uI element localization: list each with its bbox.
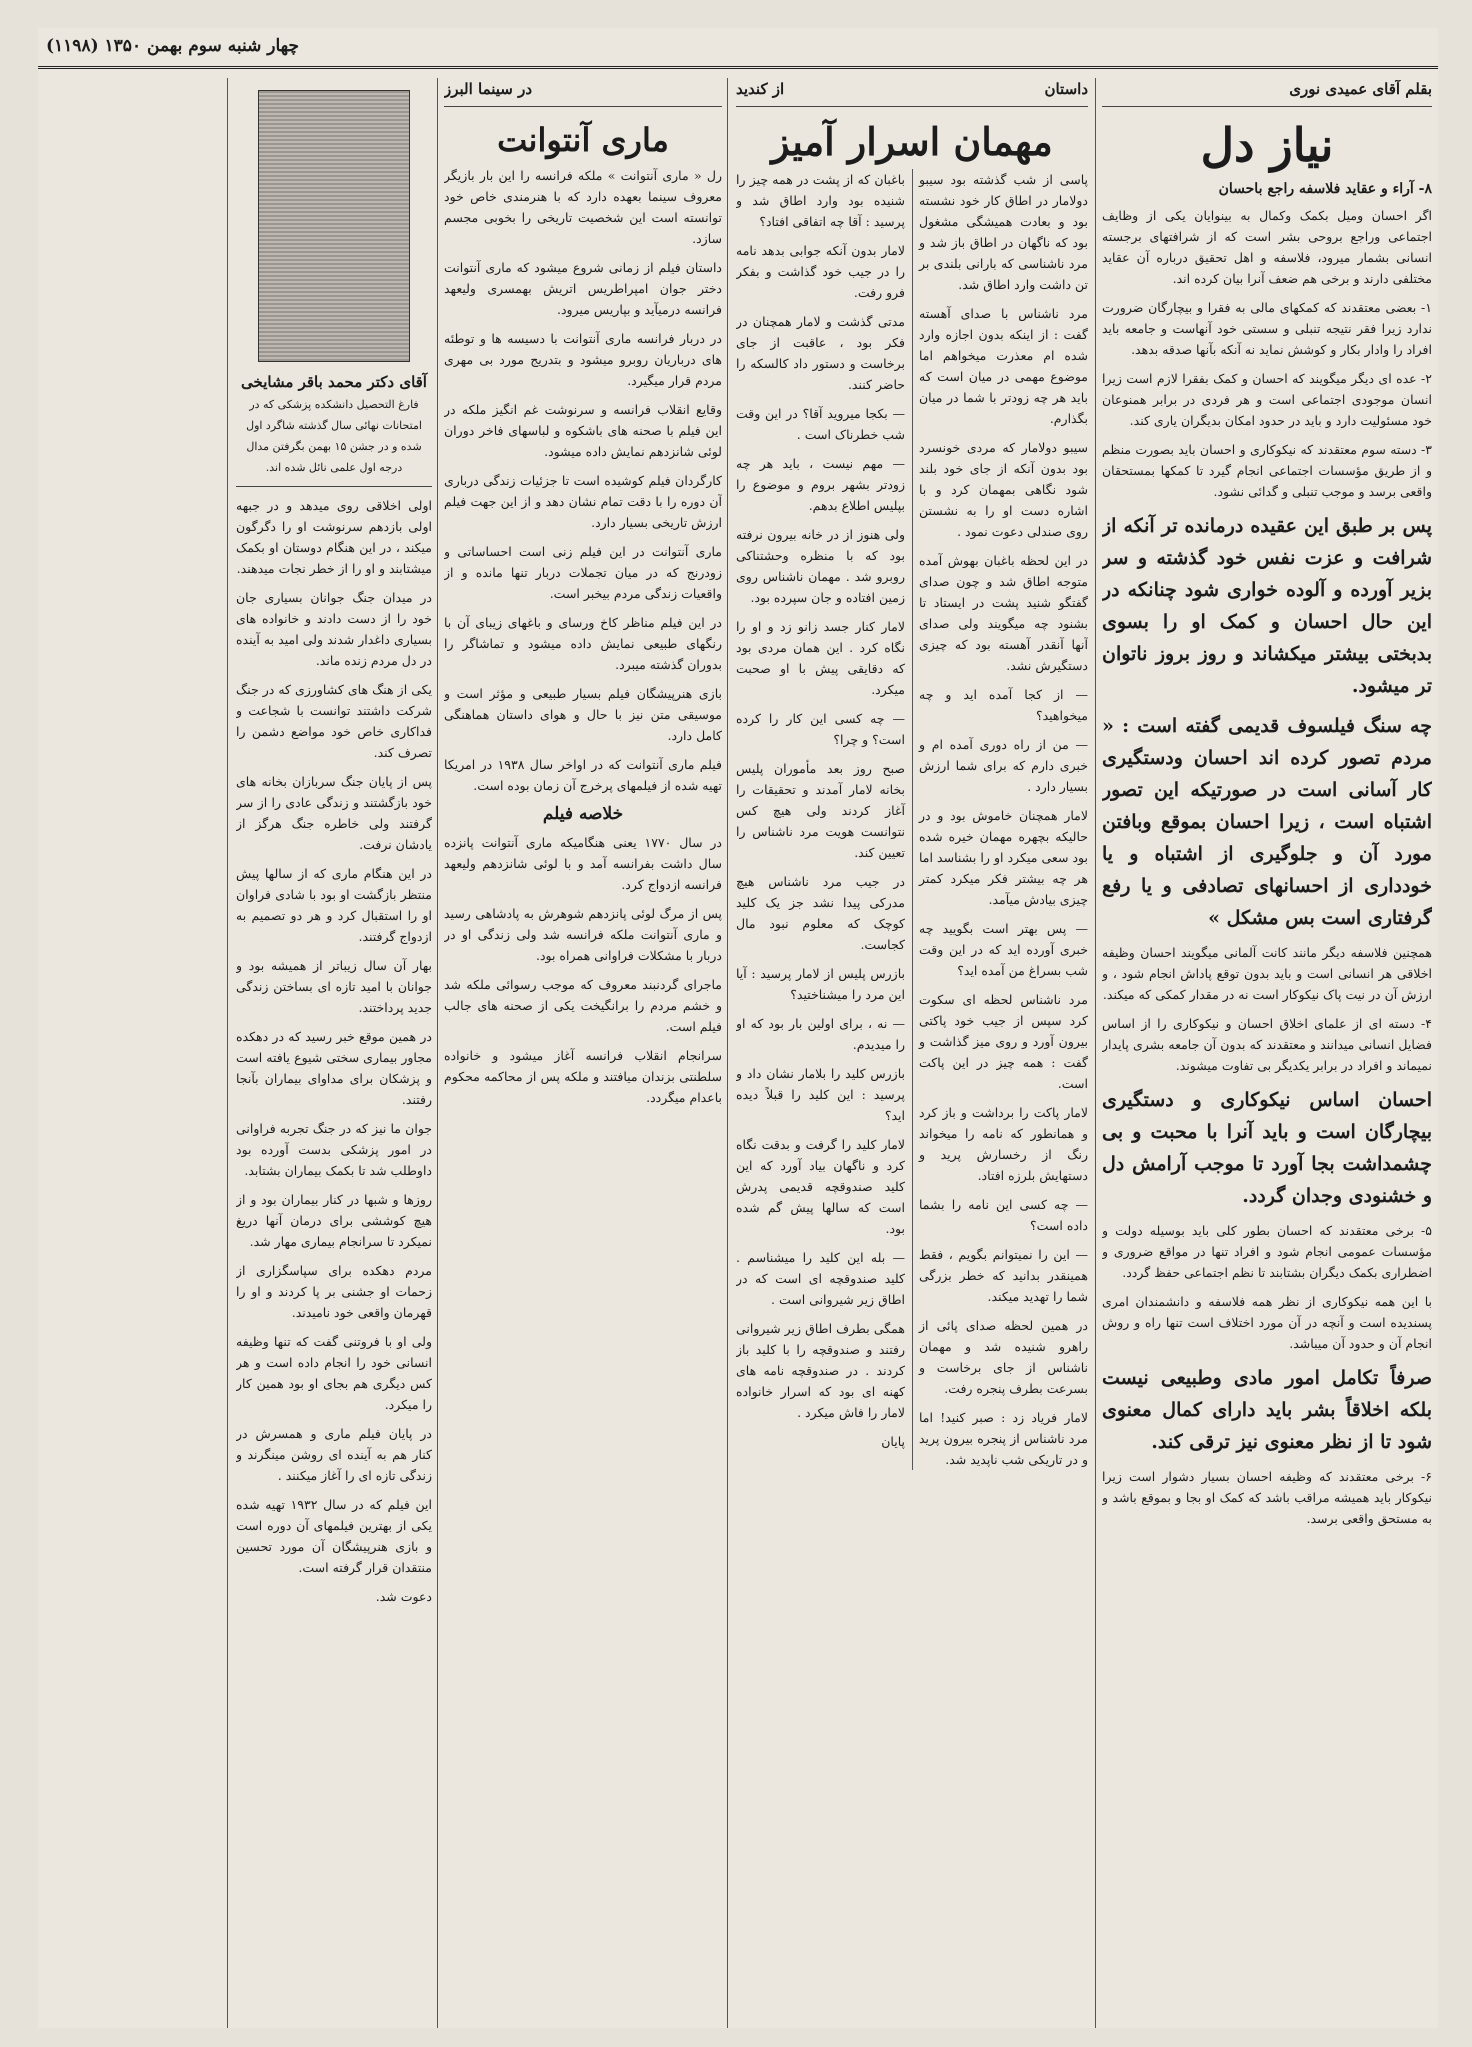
masthead-bar [38,28,1438,69]
paragraph: ولی هنوز از در خانه بیرون نرفته بود که با منظره وحشتناکی روبرو شد . مهمان ناشناس روی زمین افتاده و جان سپرده بود. [736,527,905,605]
paragraph: پس از پایان جنگ سربازان بخانه های خود بازگشتند و زندگی عادی را از سر گرفتند ولی خاطره جنگ هرگز از یادشان نرفت. [236,774,432,852]
paragraph: در میدان جنگ جوانان بسیاری جان خود را از دست دادند و خانواده های بسیاری داغدار شدند ولی امید به آینده در دل مردم زنده ماند. [236,590,432,668]
photo-caption [236,372,432,478]
column-divider [727,78,728,2028]
paragraph: دعوت شد. [375,1589,432,1604]
paragraph: لامار کنار جسد زانو زد و او را نگاه کرد . این همان مردی بود که دقایقی پیش با او صحبت میکرد. [736,619,905,697]
paragraph: اگر احسان ومیل بکمک وکمال به بینوایان یکی از وظایف اجتماعی وراجع بروحی بشر است که از شرافتهای برجسته انسانی بشمار میرود، فلاسفه و اهل تحقیق درباره آن عقاید مختلفی دارند و برخی هم ضعف آنرا بیان کرده اند. [1102,208,1432,286]
paragraph: بازرس پلیس از لامار پرسید : آیا این مرد را میشناختید؟ [736,966,905,1002]
article-marie-antoinette [444,80,722,2025]
article-author: بقلم آقای عمیدی نوری [1289,80,1432,98]
paragraph: ۳- دسته سوم معتقدند که نیکوکاری و احسان باید بصورت منظم و از طریق مؤسسات اجتماعی انجام گیرد تا کمکها بمستحقان واقعی برسد و موجب تنبلی و گدائی نشود. [1102,442,1432,499]
paragraph: بازرس کلید را بلامار نشان داد و پرسید : این کلید را قبلاً دیده اید؟ [736,1066,905,1123]
paragraph: باغبان که از پشت در همه چیز را شنیده بود وارد اطاق شد و پرسید : آقا چه اتفاقی افتاد؟ [736,172,905,229]
paragraph: ماجرای گردنبند معروف که موجب رسوائی ملکه شد و خشم مردم را برانگیخت یکی از صحنه های جالب فیلم است. [444,977,722,1034]
paragraph: این فیلم که در سال ۱۹۳۲ تهیه شده یکی از بهترین فیلمهای آن دوره است و بازی هنرپیشگان آن مورد تحسین منتقدان قرار گرفته است. [236,1497,432,1575]
paragraph: در همین موقع خبر رسید که در دهکده مجاور بیماری سختی شیوع یافته است و پزشکان برای مداوای بیماران بآنجا رفتند. [236,1029,432,1107]
paragraph: بهار آن سال زیباتر از همیشه بود و جوانان با امید تازه ای بساختن زندگی جدید پرداختند. [236,958,432,1015]
source-label: از کندید [736,80,785,98]
column-divider [227,78,228,2028]
paragraph: در این هنگام ماری که از سالها پیش منتظر بازگشت او بود با شادی فراوان او را استقبال کرد و هر دو تصمیم به ازدواج گرفتند. [236,866,432,944]
article-subtitle: ۸- آراء و عقاید فلاسفه راجع باحسان [1218,181,1432,197]
paragraph: — این را نمیتوانم بگویم ، فقط همینقدر بدانید که خطر بزرگی شما را تهدید میکند. [919,1247,1088,1304]
paragraph: کارگردان فیلم کوشیده است تا جزئیات زندگی درباری آن دوره را با دقت تمام نشان دهد و از این جهت فیلم ارزش تاریخی بسیار دارد. [444,473,722,530]
paragraph: ۲- عده ای دیگر میگویند که احسان و کمک بفقرا لازم است زیرا انسان موجودی اجتماعی است و هر فردی در برابر همنوعان خود مسئولیت دارد و باید در حدود امکان بدیگران یاری کند. [1102,371,1432,428]
paragraph: مرد ناشناس لحظه ای سکوت کرد سپس از جیب خود پاکتی بیرون آورد و روی میز گذاشت و گفت : همه چیز در این پاکت است. [919,992,1088,1091]
paragraph: مدتی گذشت و لامار همچنان در فکر بود ، عاقبت از جای برخاست و دستور داد کالسکه را حاضر کنند. [736,314,905,392]
issue-date: چهار شنبه سوم بهمن ۱۳۵۰ (۱۱۹۸) [46,36,299,56]
paragraph: مرد ناشناس با صدای آهسته گفت : از اینکه بدون اجازه وارد شده ام معذرت میخواهم اما موضوع مهمی در میان است که باید هر چه زودتر با شما در میان بگذارم. [919,306,1088,426]
paragraph: — چه کسی این کار را کرده است؟ و چرا؟ [736,711,905,747]
paragraph: لامار پاکت را برداشت و باز کرد و همانطور که نامه را میخواند رنگ از رخسارش پرید و دستهایش بلرزه افتاد. [919,1105,1088,1183]
paragraph: لامار فریاد زد : صبر کنید! اما مرد ناشناس از پنجره بیرون پرید و در تاریکی شب ناپدید شد. [919,1410,1088,1467]
photo-column [236,80,432,2025]
paragraph: در جیب مرد ناشناس هیچ مدرکی پیدا نشد جز یک کلید کوچک که معلوم نبود مال کجاست. [736,874,905,952]
paragraph: در همین لحظه صدای پائی از راهرو شنیده شد و مهمان ناشناس از جای برخاست و بسرعت بطرف پنجره رفت. [919,1318,1088,1396]
paragraph: وقایع انقلاب فرانسه و سرنوشت غم انگیز ملکه در این فیلم با صحنه های باشکوه و لباسهای فاخر دوران لوئی شانزدهم نمایش داده میشود. [444,402,722,459]
paragraph: ماری آنتوانت در این فیلم زنی است احساساتی و زودرنج که در میان تجملات دربار تنها مانده و از واقعیات زندگی مردم بیخبر است. [444,544,722,601]
paragraph: در این فیلم مناظر کاخ ورسای و باغهای زیبای آن با رنگهای طبیعی نمایش داده میشود و تماشاگر را بدوران گذشته میبرد. [444,615,722,672]
paragraph: لامار همچنان خاموش بود و در حالیکه بچهره مهمان خیره شده بود سعی میکرد او را بشناسد اما هر چه بیشتر فکر میکرد کمتر چیزی بیادش میآمد. [919,808,1088,907]
paragraph: در پایان فیلم ماری و همسرش در کنار هم به آینده ای روشن مینگرند و زندگی تازه ای را آغاز میکنند . [236,1426,432,1483]
article-niaz-del [1102,80,1432,2025]
bold-quote: صرفاً تکامل امور مادی وطبیعی نیست بلکه اخلاقاً بشر باید دارای کمال معنوی شود تا از نظر معنوی نیز ترقی کند. [1102,1367,1432,1453]
paragraph: پس از مرگ لوئی پانزدهم شوهرش به پادشاهی رسید و ماری آنتوانت ملکه فرانسه شد ولی زندگی او در دربار با مشکلات فراوانی همراه بود. [444,906,722,963]
paragraph: — من از راه دوری آمده ام و خبری دارم که برای شما ارزش بسیار دارد . [919,737,1088,794]
paragraph: لامار بدون آنکه جوابی بدهد نامه را در جیب خود گذاشت و بفکر فرو رفت. [736,243,905,300]
article-title: مهمان اسرار آمیز [771,119,1053,164]
column-divider [1095,78,1096,2028]
paragraph: — مهم نیست ، باید هر چه زودتر بشهر بروم و موضوع را بپلیس اطلاع بدهم. [736,456,905,513]
paragraph: در دربار فرانسه ماری آنتوانت با دسیسه ها و توطئه های درباریان روبرو میشود و بتدریج مورد بی مهری مردم قرار میگیرد. [444,331,722,388]
paragraph: ۶- برخی معتقدند که وظیفه احسان بسیار دشوار است زیرا نیکوکار باید همیشه مراقب باشد که کمک او بجا و بموقع باشد و به مستحق واقعی برسد. [1102,1469,1432,1526]
film-summary-heading: خلاصه فیلم [542,804,624,824]
paragraph: در سال ۱۷۷۰ یعنی هنگامیکه ماری آنتوانت پانزده سال داشت بفرانسه آمد و با لوئی شانزدهم ولیعهد فرانسه ازدواج کرد. [444,835,722,892]
paragraph: ۱- بعضی معتقدند که کمکهای مالی به فقرا و بیچارگان ضرورت ندارد زیرا فقر نتیجه تنبلی و سستی خود آنهاست و جامعه باید افراد را وادار بکار و کوشش نماید نه آنکه بآنها صدقه بدهد. [1102,300,1432,357]
paragraph: روزها و شبها در کنار بیماران بود و از هیچ کوششی برای درمان آنها دریغ نمیکرد تا سرانجام بیماری مهار شد. [236,1192,432,1249]
paragraph: یکی از هنگ های کشاورزی که در جنگ شرکت داشتند توانست با شجاعت و فداکاری خاص خود مواضع دشمن را تصرف کند. [236,682,432,760]
paragraph: سیبو دولامار که مردی خونسرد بود بدون آنکه از جای خود بلند شود نگاهی بمهمان کرد و با اشاره دست او را به نشستن روی صندلی دعوت نمود . [919,440,1088,539]
story-body [736,169,1088,1470]
paragraph: ۵- برخی معتقدند که احسان بطور کلی باید بوسیله دولت و مؤسسات عمومی انجام شود و افراد تنها در مواقع ضروری و اضطراری بکمک دیگران بشتابند تا نظم اجتماعی حفظ گردد. [1102,1223,1432,1280]
paragraph: جوان ما نیز که در جنگ تجربه فراوانی در امور پزشکی بدست آورده بود داوطلب شد تا بکمک بیماران بشتابد. [236,1121,432,1178]
paragraph: همگی بطرف اطاق زیر شیروانی رفتند و صندوقچه را با کلید باز کردند . در صندوقچه نامه های کهنه ای بود که اسرار خانواده لامار را فاش میکرد . [736,1321,905,1420]
paragraph: — نه ، برای اولین بار بود که او را میدیدم. [736,1016,905,1052]
photo-caption-text: فارغ التحصیل دانشکده پزشکی که در امتحانات نهائی سال گذشته شاگرد اول شده و در جشن ۱۵ بهمن بگرفتن مدال درجه اول علمی نائل شده اند. [246,398,422,474]
portrait-photo [258,90,410,362]
paragraph: لامار کلید را گرفت و بدقت نگاه کرد و ناگهان بیاد آورد که این کلید صندوقچه قدیمی پدرش است که سالها پیش گم شده بود. [736,1137,905,1236]
philosopher-quote: چه سنگ فیلسوف قدیمی گفته است : « مردم تصور کرده اند احسان ودستگیری کار آسانی است در صورتیکه این تصور اشتباه است ، زیرا احسان بموقع وبافتن مورد آن و جلوگیری از اشتباه و یا خودداری از احسانهای تصادفی و یا رفع گرفتاری است بس مشکل » [1102,715,1432,929]
paragraph: فیلم ماری آنتوانت که در اواخر سال ۱۹۳۸ در امریکا تهیه شده از فیلمهای پرخرج آن زمان بوده است. [444,757,722,793]
section-label-story: داستان [1044,80,1088,98]
paragraph: — چه کسی این نامه را بشما داده است؟ [919,1197,1088,1233]
paragraph: همچنین فلاسفه دیگر مانند کانت آلمانی میگویند احسان وظیفه اخلاقی هر انسانی است و باید بدون توقع پاداش انجام شود ، و ارزش آن در نیت پاک نیکوکار است نه در مقدار کمکی که میکند. [1102,945,1432,1002]
paragraph: — پس بهتر است بگویید چه خبری آورده اید که در این وقت شب بسراغ من آمده اید؟ [919,921,1088,978]
article-title: نیاز دل [1200,118,1334,172]
photo-caption-name: آقای دکتر محمد باقر مشایخی [241,373,427,391]
paragraph: ۴- دسته ای از علمای اخلاق احسان و نیکوکاری را از اساس فضایل انسانی میدانند و معتقدند که بدون آن جامعه بشری پایدار نمیماند و افراد در برابر یکدیگر بی تفاوت میشوند. [1102,1016,1432,1073]
column-divider [437,78,438,2028]
paragraph: با این همه نیکوکاری از نظر همه فلاسفه و دانشمندان امری پسندیده است و آنچه در آن مورد اختلاف است تنها راه و روش انجام آن و حدود آن میباشد. [1102,1294,1432,1351]
paragraph: پاسی از شب گذشته بود سیبو دولامار در اطاق کار خود نشسته بود و بعادت همیشگی مشغول بود که ناگهان در اطاق باز شد و مرد ناشناسی که بارانی بلندی بر تن داشت وارد اطاق شد. [919,172,1088,292]
newspaper-page [38,28,1438,2028]
paragraph: پایان [881,1434,905,1449]
section-label-cinema: در سینما البرز [444,80,533,98]
paragraph: در این لحظه باغبان بهوش آمده متوجه اطاق شد و چون صدای گفتگو شنید پشت در ایستاد تا بشنود چه میگویند ولی صدای آنها آنقدر آهسته بود که چیزی دستگیرش نشد. [919,553,1088,673]
bold-quote: احسان اساس نیکوکاری و دستگیری بیچارگان است و باید آنرا با محبت و بی چشمداشت بجا آورد تا موجب آرامش دل و خشنودی وجدان گردد. [1102,1089,1432,1207]
bold-quote: پس بر طبق این عقیده درمانده تر آنکه از شرافت و عزت نفس خود گذشته و سر بزیر آورده و آلوده خواری شود چنانکه در این حال احسان و کمک او را بسوی بدبختی بیشتر میکشاند و روز بروز ناتوان تر میشود. [1102,515,1432,697]
paragraph: صبح روز بعد مأموران پلیس بخانه لامار آمدند و تحقیقات را آغاز کردند ولی هیچ کس نتوانست هویت مرد ناشناس را تعیین کند. [736,761,905,860]
paragraph: اولی اخلاقی روی میدهد و در جبهه اولی بازدهم سرنوشت او را دگرگون میکند ، در این هنگام دوستان او بکمک میشتابند و او را از خطر نجات میدهند. [236,498,432,576]
article-title: ماری آنتوانت [497,121,669,159]
paragraph: بازی هنرپیشگان فیلم بسیار طبیعی و مؤثر است و موسیقی متن نیز با حال و هوای داستان هماهنگی کامل دارد. [444,686,722,743]
paragraph: — بکجا میروید آقا؟ در این وقت شب خطرناک است . [736,406,905,442]
article-mysterious-guest [736,80,1088,2025]
paragraph: سرانجام انقلاب فرانسه آغاز میشود و خانواده سلطنتی بزندان میافتند و ملکه پس از محاکمه محکوم باعدام میگردد. [444,1048,722,1105]
paragraph: — بله این کلید را میشناسم . کلید صندوقچه ای است که در اطاق زیر شیروانی است . [736,1250,905,1307]
paragraph: رل « ماری آنتوانت » ملکه فرانسه را این بار بازیگر معروف سینما بعهده دارد که با هنرمندی خاص خود توانسته است این شخصیت تاریخی را بخوبی مجسم سازد. [444,168,722,246]
paragraph: ولی او با فروتنی گفت که تنها وظیفه انسانی خود را انجام داده است و هر کس دیگری هم بجای او بود همین کار را میکرد. [236,1334,432,1412]
paragraph: مردم دهکده برای سپاسگزاری از زحمات او جشنی بر پا کردند و او را قهرمان واقعی خود نامیدند. [236,1263,432,1320]
paragraph: داستان فیلم از زمانی شروع میشود که ماری آنتوانت دختر جوان امپراطریس اتریش بهمسری ولیعهد فرانسه درمیآید و بپاریس میرود. [444,260,722,317]
paragraph: — از کجا آمده اید و چه میخواهید؟ [919,687,1088,723]
